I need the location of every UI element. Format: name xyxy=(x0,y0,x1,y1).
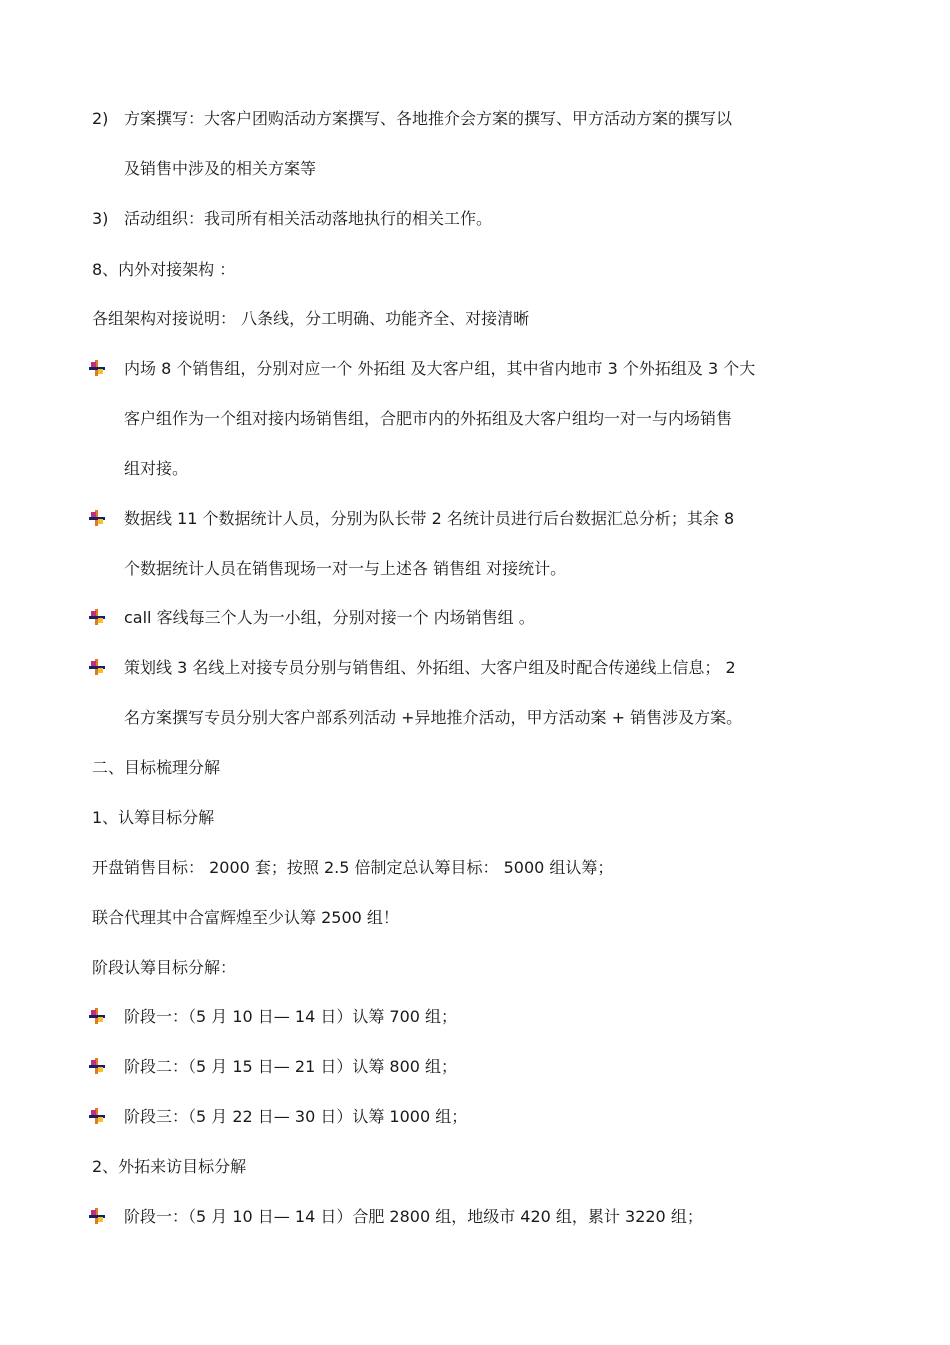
bullet-icon xyxy=(89,659,105,675)
bullet-item-line: 个数据统计人员在销售现场一对一与上述各 销售组 对接统计。 xyxy=(124,559,567,578)
bullet-icon xyxy=(89,360,105,376)
paragraph-line: 活动组织：我司所有相关活动落地执行的相关工作。 xyxy=(124,209,493,228)
paragraph-line: 联合代理其中合富辉煌至少认筹 2500 组！ xyxy=(92,908,399,927)
paragraph-line: 开盘销售目标： 2000 套；按照 2.5 倍制定总认筹目标： 5000 组认筹； xyxy=(92,858,614,877)
bullet-item-line: 阶段一：（5 月 10 日— 14 日）认筹 700 组； xyxy=(124,1007,458,1026)
bullet-icon xyxy=(89,609,105,625)
bullet-item-line: call 客线每三个人为一小组，分别对接一个 内场销售组 。 xyxy=(124,608,535,627)
bullet-icon xyxy=(89,1208,105,1224)
bullet-icon xyxy=(89,1008,105,1024)
bullet-item-line: 阶段二：（5 月 15 日— 21 日）认筹 800 组； xyxy=(124,1057,458,1076)
bullet-icon xyxy=(89,1108,105,1124)
bullet-item-line: 客户组作为一个组对接内场销售组，合肥市内的外拓组及大客户组均一对一与内场销售 xyxy=(124,409,733,428)
paragraph-line: 方案撰写：大客户团购活动方案撰写、各地推介会方案的撰写、甲方活动方案的撰写以 xyxy=(124,109,733,128)
bullet-item-line: 阶段一：（5 月 10 日— 14 日）合肥 2800 组，地级市 420 组，累计 3220 组； xyxy=(124,1207,703,1226)
bullet-icon xyxy=(89,1058,105,1074)
bullet-item-line: 组对接。 xyxy=(124,459,189,478)
paragraph-line: 阶段认筹目标分解： xyxy=(92,958,237,977)
bullet-item-line: 名方案撰写专员分别大客户部系列活动 +异地推介活动，甲方活动案 + 销售涉及方案。 xyxy=(124,708,743,727)
bullet-item-line: 内场 8 个销售组，分别对应一个 外拓组 及大客户组，其中省内地市 3 个外拓组及 3 个大 xyxy=(124,359,756,378)
subsection-heading: 1、认筹目标分解 xyxy=(92,808,215,827)
bullet-item-line: 数据线 11 个数据统计人员，分别为队长带 2 名统计员进行后台数据汇总分析；其余 8 xyxy=(124,509,735,528)
bullet-item-line: 策划线 3 名线上对接专员分别与销售组、外拓组、大客户组及时配合传递线上信息； 2 xyxy=(124,658,736,677)
subsection-heading: 2、外拓来访目标分解 xyxy=(92,1157,247,1176)
bullet-item-line: 阶段三：（5 月 22 日— 30 日）认筹 1000 组； xyxy=(124,1107,468,1126)
section-heading: 8、内外对接架构 ： xyxy=(92,260,236,279)
list-number: 3) xyxy=(92,209,109,228)
list-number: 2) xyxy=(92,109,109,128)
section-heading: 二、目标梳理分解 xyxy=(92,758,221,777)
paragraph-line: 及销售中涉及的相关方案等 xyxy=(124,159,317,178)
paragraph-line: 各组架构对接说明： 八条线，分工明确、功能齐全、对接清晰 xyxy=(92,309,530,328)
bullet-icon xyxy=(89,510,105,526)
